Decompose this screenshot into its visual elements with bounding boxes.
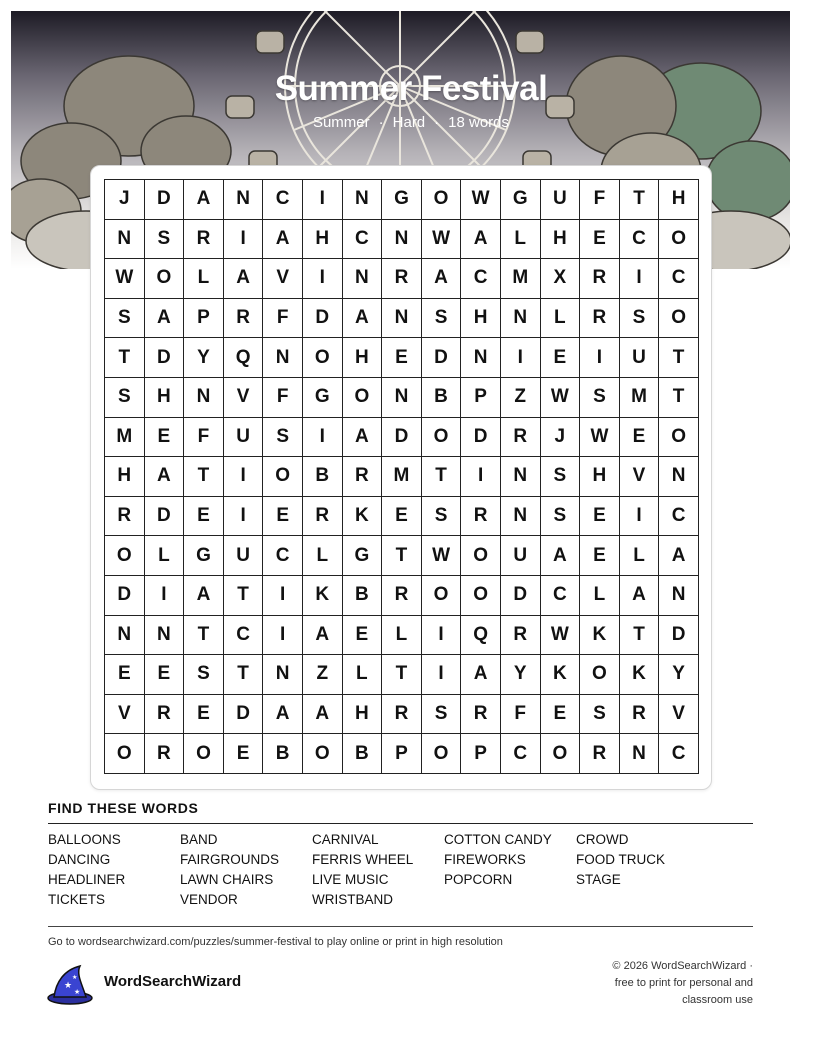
grid-cell: O <box>422 418 462 458</box>
grid-cell: T <box>184 616 224 656</box>
grid-cell: E <box>580 220 620 260</box>
grid-cell: R <box>145 695 185 735</box>
grid-cell: S <box>541 497 581 537</box>
grid-cell: A <box>224 259 264 299</box>
grid-cell: N <box>461 338 501 378</box>
word-list <box>48 832 708 912</box>
grid-cell: M <box>382 457 422 497</box>
grid-cell: I <box>303 418 343 458</box>
grid-cell: T <box>382 536 422 576</box>
grid-cell: A <box>303 695 343 735</box>
grid-cell: E <box>145 418 185 458</box>
grid-cell: I <box>263 616 303 656</box>
grid-cell: I <box>620 497 660 537</box>
word-item: VENDOR <box>180 892 238 907</box>
grid-cell: N <box>263 338 303 378</box>
grid-cell: V <box>620 457 660 497</box>
grid-cell: G <box>501 180 541 220</box>
grid-cell: K <box>580 616 620 656</box>
grid-cell: S <box>620 299 660 339</box>
copyright-note <box>553 958 753 1009</box>
grid-cell: L <box>343 655 383 695</box>
grid-cell: T <box>659 378 699 418</box>
grid-cell: N <box>224 180 264 220</box>
grid-cell: D <box>303 299 343 339</box>
copyright-line: classroom use <box>682 994 753 1006</box>
grid-cell: R <box>620 695 660 735</box>
grid-cell: A <box>263 695 303 735</box>
grid-cell: D <box>422 338 462 378</box>
grid-cell: H <box>343 695 383 735</box>
grid-cell: P <box>382 734 422 774</box>
grid-cell: O <box>303 734 343 774</box>
grid-cell: F <box>263 299 303 339</box>
grid-cell: R <box>382 695 422 735</box>
grid-cell: E <box>343 616 383 656</box>
grid-cell: V <box>105 695 145 735</box>
grid-cell: T <box>224 576 264 616</box>
grid-cell: L <box>501 220 541 260</box>
word-item: FOOD TRUCK <box>576 852 666 867</box>
grid-cell: Y <box>501 655 541 695</box>
word-item: BAND <box>180 832 218 847</box>
grid-cell: Y <box>184 338 224 378</box>
grid-cell: O <box>145 259 185 299</box>
page-title: Summer Festival <box>274 69 548 108</box>
word-item: STAGE <box>576 872 621 887</box>
grid-cell: I <box>422 616 462 656</box>
grid-cell: N <box>620 734 660 774</box>
grid-cell: I <box>303 259 343 299</box>
grid-cell: S <box>184 655 224 695</box>
grid-cell: N <box>184 378 224 418</box>
grid-cell: N <box>105 220 145 260</box>
grid-cell: R <box>580 734 620 774</box>
grid-cell: C <box>620 220 660 260</box>
grid-cell: R <box>382 576 422 616</box>
grid-cell: E <box>541 695 581 735</box>
grid-cell: Y <box>659 655 699 695</box>
grid-cell: F <box>184 418 224 458</box>
grid-cell: T <box>422 457 462 497</box>
grid-cell: O <box>541 734 581 774</box>
copyright-line: free to print for personal and <box>614 977 753 989</box>
word-item: LAWN CHAIRS <box>180 872 274 887</box>
grid-cell: E <box>184 695 224 735</box>
grid-cell: V <box>659 695 699 735</box>
grid-cell: S <box>263 418 303 458</box>
grid-cell: R <box>382 259 422 299</box>
grid-cell: R <box>461 497 501 537</box>
grid-cell: K <box>541 655 581 695</box>
grid-cell: O <box>184 734 224 774</box>
grid-cell: G <box>343 536 383 576</box>
grid-cell: O <box>263 457 303 497</box>
grid-cell: E <box>145 655 185 695</box>
grid-cell: S <box>422 299 462 339</box>
grid-cell: I <box>461 457 501 497</box>
grid-cell: R <box>303 497 343 537</box>
grid-cell: S <box>145 220 185 260</box>
grid-cell: I <box>263 576 303 616</box>
grid-cell: E <box>263 497 303 537</box>
grid-cell: A <box>541 536 581 576</box>
grid-cell: V <box>263 259 303 299</box>
grid-cell: R <box>343 457 383 497</box>
grid-cell: L <box>620 536 660 576</box>
grid-cell: A <box>461 220 501 260</box>
grid-cell: H <box>343 338 383 378</box>
grid-cell: E <box>541 338 581 378</box>
grid-cell: P <box>461 734 501 774</box>
grid-cell: N <box>145 616 185 656</box>
word-item: HEADLINER <box>48 872 126 887</box>
grid-cell: A <box>263 220 303 260</box>
grid-cell: C <box>659 497 699 537</box>
word-item: CARNIVAL <box>312 832 379 847</box>
grid-cell: R <box>501 616 541 656</box>
grid-cell: A <box>145 299 185 339</box>
grid-cell: P <box>461 378 501 418</box>
grid-cell: B <box>422 378 462 418</box>
grid-cell: C <box>659 259 699 299</box>
meta-word-count: 18 words <box>448 114 510 131</box>
grid-cell: S <box>541 457 581 497</box>
copyright-line: © 2026 WordSearchWizard · <box>612 960 753 972</box>
grid-cell: O <box>422 180 462 220</box>
grid-cell: D <box>145 180 185 220</box>
grid-cell: P <box>184 299 224 339</box>
grid-cell: S <box>580 378 620 418</box>
grid-cell: T <box>620 616 660 656</box>
grid-cell: I <box>303 180 343 220</box>
grid-cell: G <box>382 180 422 220</box>
grid-cell: Z <box>303 655 343 695</box>
grid-cell: D <box>145 497 185 537</box>
word-item: FAIRGROUNDS <box>180 852 280 867</box>
grid-cell: T <box>620 180 660 220</box>
grid-cell: V <box>224 378 264 418</box>
grid-cell: D <box>659 616 699 656</box>
grid-cell: O <box>303 338 343 378</box>
grid-cell: Q <box>224 338 264 378</box>
grid-cell: C <box>659 734 699 774</box>
svg-text:★: ★ <box>72 974 78 981</box>
grid-cell: R <box>501 418 541 458</box>
grid-cell: N <box>343 180 383 220</box>
grid-cell: J <box>541 418 581 458</box>
grid-cell: R <box>580 299 620 339</box>
grid-cell: K <box>620 655 660 695</box>
grid-cell: W <box>422 536 462 576</box>
grid-cell: O <box>343 378 383 418</box>
grid-cell: R <box>145 734 185 774</box>
grid-cell: C <box>263 536 303 576</box>
grid-cell: D <box>105 576 145 616</box>
grid-cell: Q <box>461 616 501 656</box>
grid-cell: B <box>303 457 343 497</box>
grid-cell: A <box>461 655 501 695</box>
grid-cell: U <box>501 536 541 576</box>
grid-cell: W <box>580 418 620 458</box>
grid-cell: L <box>184 259 224 299</box>
grid-cell: O <box>422 576 462 616</box>
grid-cell: E <box>184 497 224 537</box>
grid-cell: O <box>659 418 699 458</box>
grid-cell: Z <box>501 378 541 418</box>
grid-cell: A <box>184 180 224 220</box>
grid-cell: J <box>105 180 145 220</box>
meta-separator: · <box>434 114 440 131</box>
word-item: FERRIS WHEEL <box>312 852 414 867</box>
grid-cell: L <box>145 536 185 576</box>
grid-cell: N <box>659 576 699 616</box>
word-item: WRISTBAND <box>312 892 393 907</box>
word-item: LIVE MUSIC <box>312 872 389 887</box>
grid-cell: B <box>263 734 303 774</box>
puzzle-meta <box>11 114 790 131</box>
grid-cell: C <box>461 259 501 299</box>
grid-cell: N <box>659 457 699 497</box>
grid-cell: O <box>105 734 145 774</box>
grid-cell: U <box>224 418 264 458</box>
divider <box>48 823 753 824</box>
word-item: COTTON CANDY <box>444 832 552 847</box>
grid-cell: O <box>659 299 699 339</box>
grid-cell: S <box>580 695 620 735</box>
grid-cell: N <box>382 220 422 260</box>
grid-cell: S <box>422 497 462 537</box>
grid-cell: D <box>224 695 264 735</box>
grid-cell: R <box>580 259 620 299</box>
grid-cell: I <box>224 220 264 260</box>
svg-text:★: ★ <box>74 988 81 996</box>
grid-cell: N <box>501 299 541 339</box>
grid-cell: S <box>105 378 145 418</box>
grid-cell: E <box>580 497 620 537</box>
grid-cell: R <box>184 220 224 260</box>
footer-url-text: Go to wordsearchwizard.com/puzzles/summer-festival to play online or print in high resolution <box>48 936 503 948</box>
grid-cell: F <box>580 180 620 220</box>
grid-cell: W <box>422 220 462 260</box>
grid-cell: A <box>184 576 224 616</box>
grid-cell: L <box>382 616 422 656</box>
grid-cell: G <box>184 536 224 576</box>
grid-cell: M <box>501 259 541 299</box>
grid-cell: K <box>343 497 383 537</box>
grid-cell: F <box>263 378 303 418</box>
divider <box>48 926 753 927</box>
grid-cell: M <box>105 418 145 458</box>
brand-name: WordSearchWizard <box>104 973 242 990</box>
grid-cell: A <box>343 299 383 339</box>
meta-separator: · <box>378 114 384 131</box>
grid-cell: C <box>501 734 541 774</box>
grid-cell: N <box>382 378 422 418</box>
grid-cell: A <box>303 616 343 656</box>
grid-cell: G <box>303 378 343 418</box>
svg-text:★: ★ <box>64 981 73 991</box>
grid-cell: A <box>145 457 185 497</box>
grid-cell: N <box>382 299 422 339</box>
meta-theme: Summer <box>312 114 370 131</box>
grid-cell: E <box>105 655 145 695</box>
word-item: FIREWORKS <box>444 852 526 867</box>
grid-cell: N <box>105 616 145 656</box>
grid-cell: W <box>541 616 581 656</box>
grid-cell: U <box>224 536 264 576</box>
grid-cell: T <box>224 655 264 695</box>
grid-cell: W <box>461 180 501 220</box>
grid-cell: M <box>620 378 660 418</box>
grid-cell: N <box>343 259 383 299</box>
grid-cell: E <box>580 536 620 576</box>
grid-cell: C <box>343 220 383 260</box>
letter-grid <box>104 179 699 774</box>
grid-cell: R <box>224 299 264 339</box>
grid-cell: O <box>659 220 699 260</box>
grid-cell: A <box>422 259 462 299</box>
grid-cell: I <box>224 497 264 537</box>
grid-cell: D <box>382 418 422 458</box>
grid-cell: H <box>541 220 581 260</box>
grid-cell: N <box>263 655 303 695</box>
grid-cell: H <box>145 378 185 418</box>
grid-cell: L <box>303 536 343 576</box>
grid-cell: C <box>541 576 581 616</box>
grid-cell: F <box>501 695 541 735</box>
grid-cell: H <box>303 220 343 260</box>
grid-cell: C <box>224 616 264 656</box>
grid-cell: U <box>620 338 660 378</box>
grid-cell: C <box>263 180 303 220</box>
grid-cell: O <box>422 734 462 774</box>
grid-cell: I <box>224 457 264 497</box>
grid-cell: E <box>620 418 660 458</box>
grid-cell: N <box>501 497 541 537</box>
grid-cell: H <box>659 180 699 220</box>
grid-cell: O <box>461 576 501 616</box>
grid-cell: D <box>145 338 185 378</box>
grid-cell: O <box>105 536 145 576</box>
word-item: TICKETS <box>48 892 106 907</box>
grid-cell: A <box>620 576 660 616</box>
grid-cell: I <box>145 576 185 616</box>
grid-cell: D <box>461 418 501 458</box>
grid-cell: L <box>541 299 581 339</box>
grid-cell: U <box>541 180 581 220</box>
word-item: POPCORN <box>444 872 513 887</box>
grid-cell: K <box>303 576 343 616</box>
word-item: CROWD <box>576 832 629 847</box>
word-list-heading: FIND THESE WORDS <box>48 800 199 816</box>
grid-cell: H <box>580 457 620 497</box>
grid-cell: R <box>105 497 145 537</box>
grid-cell: N <box>501 457 541 497</box>
grid-cell: R <box>461 695 501 735</box>
grid-cell: A <box>343 418 383 458</box>
grid-cell: I <box>501 338 541 378</box>
grid-cell: B <box>343 576 383 616</box>
grid-cell: H <box>461 299 501 339</box>
grid-cell: A <box>659 536 699 576</box>
grid-cell: E <box>224 734 264 774</box>
word-item: DANCING <box>48 852 111 867</box>
grid-cell: O <box>580 655 620 695</box>
wizard-hat-icon <box>46 964 94 1011</box>
grid-cell: O <box>461 536 501 576</box>
grid-cell: T <box>105 338 145 378</box>
grid-cell: L <box>580 576 620 616</box>
grid-cell: W <box>541 378 581 418</box>
grid-cell: T <box>184 457 224 497</box>
grid-cell: X <box>541 259 581 299</box>
grid-cell: S <box>105 299 145 339</box>
grid-cell: D <box>501 576 541 616</box>
word-item: BALLOONS <box>48 832 121 847</box>
grid-cell: T <box>382 655 422 695</box>
meta-difficulty: Hard <box>392 114 426 131</box>
grid-cell: E <box>382 338 422 378</box>
grid-cell: H <box>105 457 145 497</box>
grid-cell: W <box>105 259 145 299</box>
grid-cell: T <box>659 338 699 378</box>
grid-cell: I <box>580 338 620 378</box>
grid-cell: B <box>343 734 383 774</box>
grid-cell: I <box>422 655 462 695</box>
grid-cell: I <box>620 259 660 299</box>
grid-cell: E <box>382 497 422 537</box>
grid-cell: S <box>422 695 462 735</box>
